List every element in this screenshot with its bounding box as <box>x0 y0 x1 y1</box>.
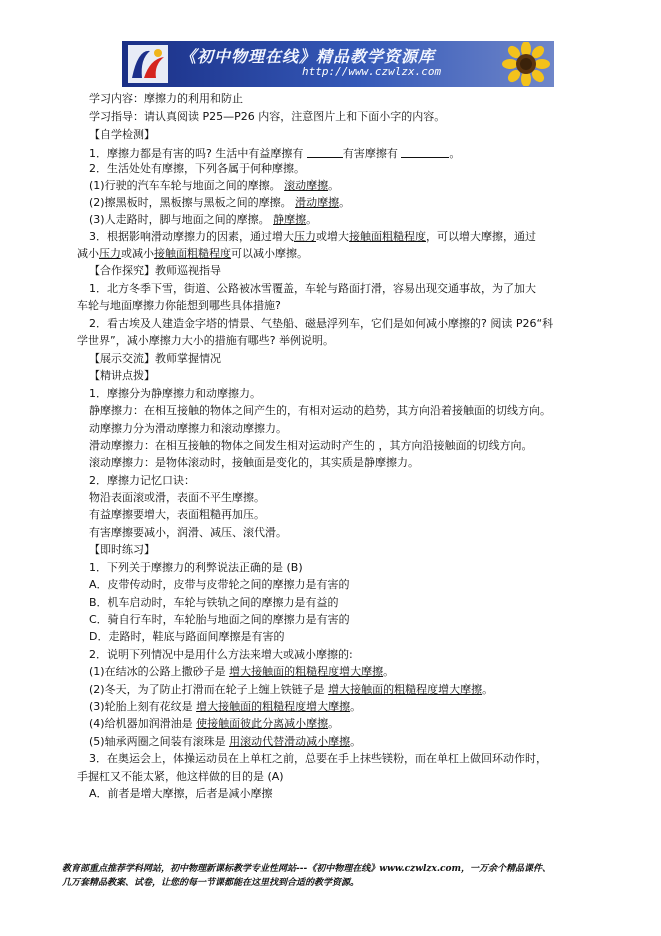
text-line <box>89 543 155 557</box>
text-line <box>89 648 353 662</box>
line-text: 2．说明下列情况中是用什么方法来增大或减小摩擦的: <box>89 648 353 661</box>
text-line <box>89 387 261 401</box>
line-text: (3)人走路时，脚与地面之间的摩擦。 <box>89 213 274 226</box>
line-text: (5)轴承两圈之间装有滚珠是 <box>89 735 230 748</box>
line-text: A．前者是增大摩擦，后者是减小摩擦 <box>89 787 273 800</box>
text-line <box>77 299 281 313</box>
line-text: (1)行驶的汽车车轮与地面之间的摩擦。 <box>89 179 285 192</box>
line-text: 。 <box>482 683 494 696</box>
text-line <box>89 561 303 575</box>
text-line <box>89 752 547 766</box>
line-text: 有害摩擦要减小，润滑、减压、滚代滑。 <box>89 526 287 539</box>
line-text: 或减小 <box>121 247 154 260</box>
line-text: 1．摩擦力都是有害的吗? 生活中有益摩擦有 <box>89 147 307 160</box>
line-text: 物沿表面滚或滑，表面不平生摩擦。 <box>89 491 265 504</box>
line-text: 滚动摩擦力：是物体滚动时，接触面是变化的，其实质是静摩擦力。 <box>89 456 419 469</box>
answer-text: 压力 <box>99 247 121 260</box>
line-text: 。 <box>383 665 395 678</box>
text-line <box>89 264 221 278</box>
text-line <box>89 508 265 522</box>
answer-text: 增大接触面的粗糙程度增大摩擦 <box>229 665 384 678</box>
line-text: 静摩擦力：在相互接触的物体之间产生的，有相对运动的趋势，其方向沿着接触面的切线方向。 <box>89 404 551 417</box>
answer-text: 压力 <box>294 230 316 243</box>
text-line <box>89 787 273 801</box>
text-line <box>89 422 287 436</box>
line-text: 车轮与地面摩擦力你能想到哪些具体措施? <box>77 299 281 312</box>
text-line <box>89 352 221 366</box>
line-text: 。 <box>328 179 340 192</box>
answer-text: 增大接触面的粗糙程度增大摩擦 <box>328 683 483 696</box>
header-banner <box>122 41 554 87</box>
line-text: A．皮带传动时，皮带与皮带轮之间的摩擦力是有害的 <box>89 578 350 591</box>
line-text: 1．北方冬季下雪，街道、公路被冰雪覆盖，车轮与路面打滑，容易出现交通事故，为了加大 <box>89 282 536 295</box>
banner-url: http://www.czwlzx.com <box>302 65 442 78</box>
line-text: 。 <box>339 196 351 209</box>
line-text: 或增大 <box>316 230 349 243</box>
line-text: 2．摩擦力记忆口诀： <box>89 474 195 487</box>
text-line <box>89 230 536 244</box>
text-line <box>89 404 551 418</box>
answer-text: 滚动摩擦 <box>284 179 329 192</box>
text-line <box>89 630 284 644</box>
text-line <box>89 717 339 731</box>
text-line <box>89 735 361 749</box>
text-line <box>89 456 419 470</box>
line-text: 【自学检测】 <box>89 128 155 141</box>
line-text: 。 <box>449 147 461 160</box>
text-line <box>89 683 493 697</box>
text-line <box>89 596 339 610</box>
site-logo-icon <box>128 45 168 83</box>
text-line <box>89 439 533 453</box>
text-line <box>89 179 339 193</box>
line-text: 学习指导：请认真阅读 P25—P26 内容，注意图片上和下面小字的内容。 <box>89 110 446 123</box>
text-line <box>89 317 553 331</box>
answer-text: 接触面粗糙程度 <box>154 247 231 260</box>
line-text: (4)给机器加润滑油是 <box>89 717 197 730</box>
footer-line-2: 几万套精品教案、试卷，让您的每一节课都能在这里找到合适的教学资源。 <box>62 878 360 888</box>
text-line <box>89 213 317 227</box>
answer-blank <box>307 146 343 158</box>
line-text: 有害摩擦有 <box>342 147 402 160</box>
footer-line-1: 教育部重点推荐学科网站，初中物理新课标教学专业性网站---《初中物理在线》www.czwlzx.com，一万余个精品课件、 <box>62 864 552 874</box>
text-line <box>89 613 350 627</box>
line-text: D．走路时，鞋底与路面间摩擦是有害的 <box>89 630 285 643</box>
sunflower-icon <box>500 42 552 86</box>
line-text: 。 <box>306 213 318 226</box>
text-line <box>89 146 460 161</box>
line-text: 学世界”，减小摩擦力大小的措施有哪些? 举例说明。 <box>77 334 335 347</box>
banner-title: 《初中物理在线》精品教学资源库 <box>180 47 436 66</box>
text-line <box>89 92 243 106</box>
text-line <box>89 578 350 592</box>
answer-blank <box>401 146 449 158</box>
line-text: 【即时练习】 <box>89 543 155 556</box>
line-text: 有益摩擦要增大，表面粗糙再加压。 <box>89 508 265 521</box>
line-text: 学习内容：摩擦力的利用和防止 <box>89 92 243 105</box>
line-text: 1．下列关于摩擦力的利弊说法正确的是 (B) <box>89 561 303 574</box>
line-text: ，可以增大摩擦，通过 <box>426 230 536 243</box>
line-text: 3．根据影响滑动摩擦力的因素，通过增大 <box>89 230 294 243</box>
line-text: 可以减小摩擦。 <box>231 247 308 260</box>
line-text: 【合作探究】教师巡视指导 <box>89 264 221 277</box>
line-text: 3．在奥运会上，体操运动员在上单杠之前，总要在手上抹些镁粉，而在单杠上做回环动作时， <box>89 752 547 765</box>
line-text: 【精讲点拨】 <box>89 369 155 382</box>
line-text: (1)在结冰的公路上撒砂子是 <box>89 665 230 678</box>
answer-text: 用滚动代替滑动减小摩擦 <box>229 735 351 748</box>
text-line <box>89 474 195 488</box>
line-text: 2．看古埃及人建造金字塔的情景、气垫船、磁悬浮列车，它们是如何减小摩擦的? 阅读 P26“科 <box>89 317 554 330</box>
text-line <box>89 282 536 296</box>
line-text: (3)轮胎上刻有花纹是 <box>89 700 197 713</box>
line-text: 2．生活处处有摩擦，下列各属于何种摩擦。 <box>89 162 305 175</box>
text-line <box>89 491 265 505</box>
line-text: 。 <box>328 717 340 730</box>
text-line <box>89 700 361 714</box>
line-text: 动摩擦力分为滑动摩擦力和滚动摩擦力。 <box>89 422 287 435</box>
answer-text: 静摩擦 <box>273 213 307 226</box>
line-text: B．机车启动时，车轮与铁轨之间的摩擦力是有益的 <box>89 596 339 609</box>
answer-text: 增大接触面的粗糙程度增大摩擦 <box>196 700 351 713</box>
answer-text: 使接触面彼此分离减小摩擦 <box>196 717 329 730</box>
line-text: 1．摩擦分为静摩擦力和动摩擦力。 <box>89 387 261 400</box>
text-line <box>89 110 445 124</box>
line-text: (2)擦黑板时，黑板擦与黑板之间的摩擦。 <box>89 196 296 209</box>
text-line <box>77 334 334 348</box>
text-line <box>89 162 305 176</box>
line-text: 减小 <box>77 247 99 260</box>
text-line <box>89 526 287 540</box>
text-line <box>89 665 394 679</box>
line-text: 。 <box>350 700 362 713</box>
answer-text: 接触面粗糙程度 <box>349 230 426 243</box>
line-text: (2)冬天，为了防止打滑而在轮子上缠上铁链子是 <box>89 683 329 696</box>
text-line <box>77 247 308 261</box>
text-line <box>89 196 350 210</box>
answer-text: 滑动摩擦 <box>295 196 340 209</box>
text-line <box>89 128 155 142</box>
line-text: C．骑自行车时，车轮胎与地面之间的摩擦力是有害的 <box>89 613 350 626</box>
line-text: 【展示交流】教师掌握情况 <box>89 352 221 365</box>
text-line <box>89 369 155 383</box>
line-text: 手握杠又不能太紧，他这样做的目的是 (A) <box>77 770 284 783</box>
text-line <box>77 770 284 784</box>
line-text: 。 <box>350 735 362 748</box>
line-text: 滑动摩擦力：在相互接触的物体之间发生相对运动时产生的 ，其方向沿接触面的切线方向。 <box>89 439 533 452</box>
